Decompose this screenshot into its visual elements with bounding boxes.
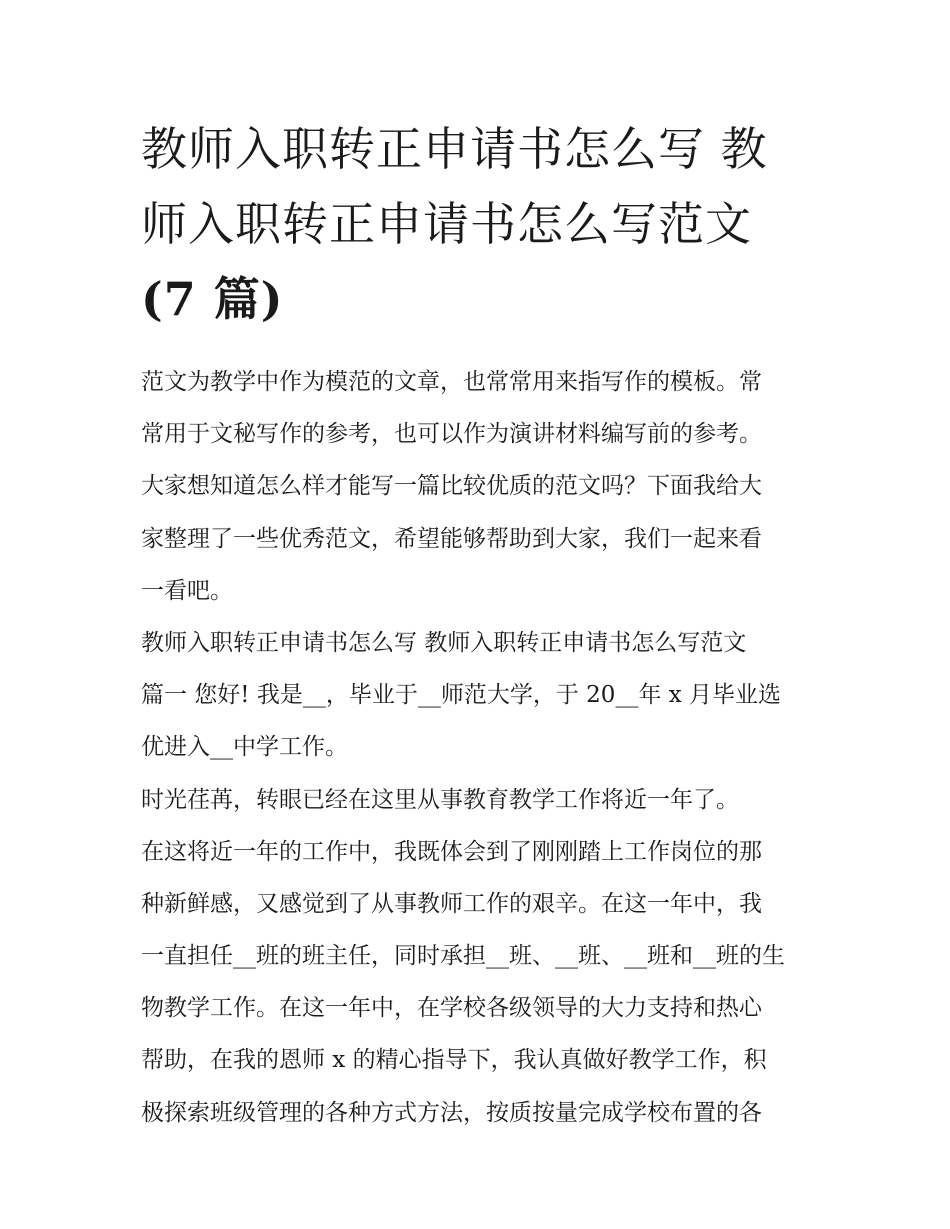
body-line-9: 时光荏苒，转眼已经在这里从事教育教学工作将近一年了。 <box>141 786 739 813</box>
body-line-15: 极探索班级管理的各种方式方法，按质按量完成学校布置的各 <box>141 1099 762 1126</box>
title-line-3: (7 篇) <box>141 272 284 326</box>
title-line-1: 教师入职转正申请书怎么写 教 <box>141 122 768 176</box>
body-line-2: 常用于文秘写作的参考，也可以作为演讲材料编写前的参考。 <box>141 421 762 448</box>
body-line-4: 家整理了一些优秀范文，希望能够帮助到大家，我们一起来看 <box>141 525 762 552</box>
body-line-3: 大家想知道怎么样才能写一篇比较优质的范文吗？下面我给大 <box>141 473 762 500</box>
document-body <box>141 356 821 1139</box>
body-line-13: 物教学工作。在这一年中，在学校各级领导的大力支持和热心 <box>141 995 762 1022</box>
body-line-11: 种新鲜感，又感觉到了从事教师工作的艰辛。在这一年中，我 <box>141 890 762 917</box>
body-line-10: 在这将近一年的工作中，我既体会到了刚刚踏上工作岗位的那 <box>141 838 762 865</box>
body-line-6: 教师入职转正申请书怎么写 教师入职转正申请书怎么写范文 <box>141 629 747 656</box>
body-line-12: 一直担任__班的班主任，同时承担__班、__班、__班和__班的生 <box>141 943 785 970</box>
title-line-2: 师入职转正申请书怎么写范文 <box>141 197 752 251</box>
body-line-8: 优进入__中学工作。 <box>141 734 348 761</box>
body-line-14: 帮助，在我的恩师 x 的精心指导下，我认真做好教学工作，积 <box>141 1047 767 1074</box>
document-title <box>141 112 821 337</box>
body-line-7: 篇一 您好! 我是__，毕业于__师范大学，于 20__年 x 月毕业选 <box>141 682 782 709</box>
body-line-1: 范文为教学中作为模范的文章，也常常用来指写作的模板。常 <box>141 369 762 395</box>
body-line-5: 一看吧。 <box>141 577 233 604</box>
